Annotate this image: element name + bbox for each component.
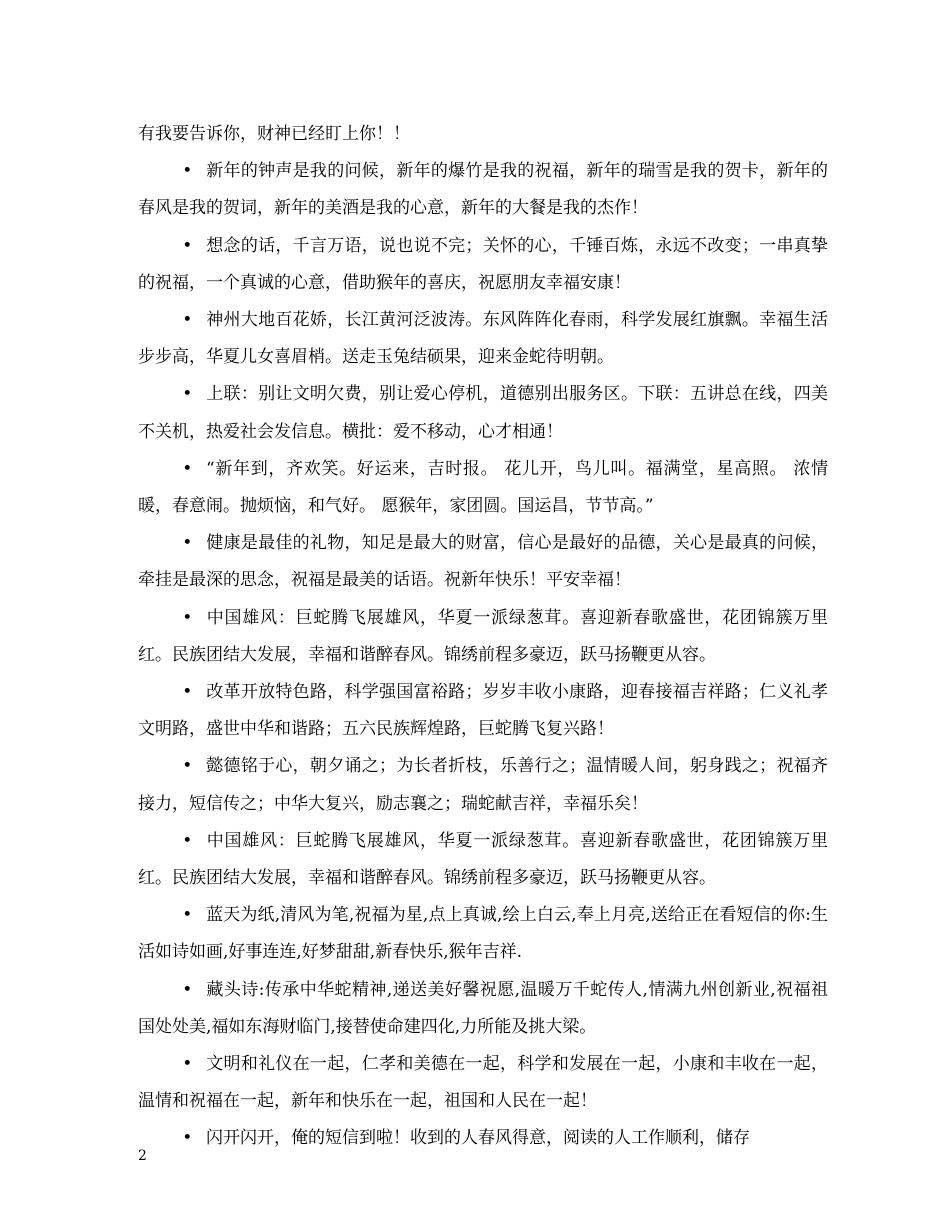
- bullet-icon: •: [182, 682, 193, 703]
- list-item: [138, 1120, 828, 1157]
- bullet-icon: •: [182, 533, 193, 554]
- bullet-icon: •: [182, 830, 193, 851]
- list-item-text: 藏头诗:传承中华蛇精神,递送美好馨祝愿,温暖万千蛇传人,情满九州创新业,祝福祖国处处美,福如东海财临门,接替使命建四化,力所能及挑大梁。: [138, 979, 828, 1037]
- bullet-icon: •: [182, 1054, 193, 1075]
- list-item-text: 健康是最佳的礼物，知足是最大的财富，信心是最好的品德，关心是最真的问候，牵挂是最深的思念，祝福是最美的话语。祝新年快乐！平安幸福！: [138, 533, 828, 591]
- bullet-icon: •: [182, 384, 193, 405]
- list-item: [138, 674, 828, 748]
- list-item-text: 改革开放特色路，科学强国富裕路；岁岁丰收小康路，迎春接福吉祥路；仁义礼孝文明路，盛世中华和谐路；五六民族辉煌路，巨蛇腾飞复兴路！: [138, 682, 828, 740]
- list-item: [138, 748, 828, 822]
- list-item: [138, 972, 828, 1046]
- list-item-text: 想念的话，千言万语，说也说不完；关怀的心，千锤百炼，永远不改变；一串真挚的祝福，一个真诚的心意，借助猴年的喜庆，祝愿朋友幸福安康！: [138, 235, 828, 293]
- list-item: [138, 823, 828, 897]
- list-item: [138, 897, 828, 971]
- list-item: [138, 302, 828, 376]
- bullet-icon: •: [182, 310, 193, 331]
- bullet-icon: •: [182, 905, 193, 926]
- list-item-text: 懿德铭于心，朝夕诵之；为长者折枝，乐善行之；温情暖人间，躬身践之；祝福齐接力，短信传之；中华大复兴，励志襄之；瑞蛇献吉祥，幸福乐矣！: [138, 756, 828, 814]
- list-item: [138, 600, 828, 674]
- continuation-paragraph: 有我要告诉你，财神已经盯上你！！: [138, 124, 410, 144]
- bullet-icon: •: [182, 756, 193, 777]
- list-item-text: 中国雄风：巨蛇腾飞展雄风，华夏一派绿葱茸。喜迎新春歌盛世，花团锦簇万里红。民族团结大发展，幸福和谐醉春风。锦绣前程多豪迈，跃马扬鞭更从容。: [138, 607, 828, 665]
- list-item-text: 上联：别让文明欠费，别让爱心停机，道德别出服务区。下联：五讲总在线，四美不关机，热爱社会发信息。横批：爱不移动，心才相通！: [138, 384, 828, 442]
- list-item-text: 中国雄风：巨蛇腾飞展雄风，华夏一派绿葱茸。喜迎新春歌盛世，花团锦簇万里红。民族团结大发展，幸福和谐醉春风。锦绣前程多豪迈，跃马扬鞭更从容。: [138, 830, 828, 889]
- list-item: [138, 1046, 828, 1120]
- list-item-text: 蓝天为纸,清风为笔,祝福为星,点上真诚,绘上白云,奉上月亮,送给正在看短信的你:生活如诗如画,好事连连,好梦甜甜,新春快乐,猴年吉祥.: [138, 905, 828, 963]
- list-item: [138, 228, 828, 302]
- bullet-icon: •: [182, 979, 193, 1000]
- list-item-text: 神州大地百花娇，长江黄河泛波涛。东风阵阵化春雨，科学发展红旗飘。幸福生活步步高，华夏儿女喜眉梢。送走玉兔结硕果，迎来金蛇待明朝。: [138, 310, 828, 368]
- list-item: [138, 525, 828, 599]
- list-item: [138, 376, 828, 450]
- list-item: [138, 451, 828, 525]
- list-item-text: 闪开闪开，俺的短信到啦！收到的人春风得意，阅读的人工作顺利，储存: [205, 1128, 750, 1149]
- list-item-text: 文明和礼仪在一起，仁孝和美德在一起，科学和发展在一起，小康和丰收在一起，温情和祝福在一起，新年和快乐在一起，祖国和人民在一起！: [138, 1054, 828, 1112]
- list-item: [138, 153, 828, 227]
- bullet-icon: •: [182, 607, 193, 628]
- bullet-icon: •: [182, 235, 193, 256]
- bullet-icon: •: [182, 1128, 193, 1149]
- document-body: [138, 116, 828, 1158]
- list-item-text: 新年的钟声是我的问候，新年的爆竹是我的祝福，新年的瑞雪是我的贺卡，新年的春风是我的贺词，新年的美酒是我的心意，新年的大餐是我的杰作！: [138, 161, 828, 219]
- bullet-icon: •: [182, 458, 193, 479]
- page-number: 2: [138, 1148, 147, 1164]
- list-item-text: “新年到，齐欢笑。好运来，吉时报。 花儿开，鸟儿叫。福满堂，星高照。 浓情暖，春意闹。抛烦恼，和气好。 愿猴年，家团圆。国运昌，节节高。”: [138, 458, 828, 517]
- bullet-icon: •: [182, 161, 193, 182]
